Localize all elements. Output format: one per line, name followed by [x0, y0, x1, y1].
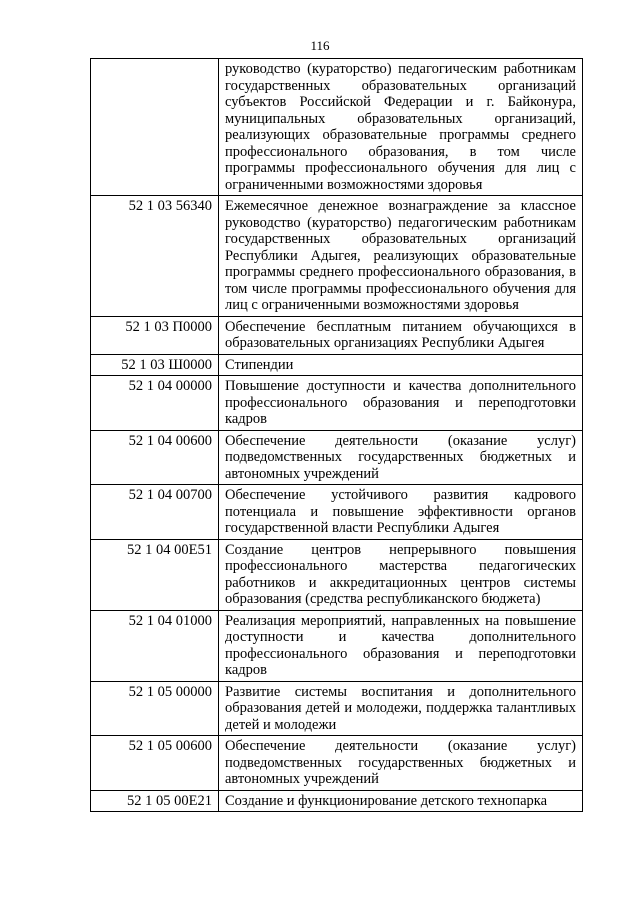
expense-description: Обеспечение деятельности (оказание услуг) подведомственных государственных бюджетных и автономных учреждений	[219, 430, 583, 485]
budget-classification-table	[90, 58, 583, 812]
expense-description: Развитие системы воспитания и дополнительного образования детей и молодежи, поддержка талантливых детей и молодежи	[219, 681, 583, 736]
expense-description: Создание центров непрерывного повышения профессионального мастерства педагогических работников и аккредитационных центров системы образования (средства республиканского бюджета)	[219, 539, 583, 610]
classification-code: 52 1 04 00Е51	[91, 539, 219, 610]
expense-description: Обеспечение бесплатным питанием обучающихся в образовательных организациях Республики Адыгея	[219, 316, 583, 354]
classification-code: 52 1 05 00Е21	[91, 790, 219, 812]
expense-description: Реализация мероприятий, направленных на повышение доступности и качества дополнительного профессионального образования и переподготовки кадров	[219, 610, 583, 681]
table-row	[91, 430, 583, 485]
classification-code: 52 1 04 00600	[91, 430, 219, 485]
expense-description: Ежемесячное денежное вознаграждение за классное руководство (кураторство) педагогическим работникам государственных образовательных организаций Республики Адыгея, реализующих образовательные программы среднего профессионального образования, в том числе программы профессионального обучения для лиц с ограниченными возможностями здоровья	[219, 196, 583, 317]
table-row	[91, 196, 583, 317]
table-row	[91, 681, 583, 736]
table-row	[91, 736, 583, 791]
expense-description: Стипендии	[219, 354, 583, 376]
table-row	[91, 539, 583, 610]
classification-code: 52 1 04 00000	[91, 376, 219, 431]
expense-description: Обеспечение деятельности (оказание услуг) подведомственных государственных бюджетных и автономных учреждений	[219, 736, 583, 791]
table-row	[91, 354, 583, 376]
page-number: 116	[310, 38, 330, 53]
expense-description: руководство (кураторство) педагогическим работникам государственных образовательных организаций субъектов Российской Федерации и г. Байконура, муниципальных образовательных организаций, реализующих образовательные программы среднего профессионального образования, в том числе программы профессионального обучения для лиц с ограниченными возможностями здоровья	[219, 59, 583, 196]
table-row	[91, 376, 583, 431]
classification-code	[91, 59, 219, 196]
table-row	[91, 790, 583, 812]
table-row	[91, 59, 583, 196]
expense-description: Повышение доступности и качества дополнительного профессионального образования и переподготовки кадров	[219, 376, 583, 431]
expense-description: Создание и функционирование детского технопарка	[219, 790, 583, 812]
classification-code: 52 1 04 00700	[91, 485, 219, 540]
table-row	[91, 316, 583, 354]
table-row	[91, 610, 583, 681]
classification-code: 52 1 03 56340	[91, 196, 219, 317]
expense-description: Обеспечение устойчивого развития кадрового потенциала и повышение эффективности органов государственной власти Республики Адыгея	[219, 485, 583, 540]
classification-code: 52 1 05 00000	[91, 681, 219, 736]
classification-code: 52 1 05 00600	[91, 736, 219, 791]
classification-code: 52 1 03 П0000	[91, 316, 219, 354]
table-row	[91, 485, 583, 540]
classification-code: 52 1 03 Ш0000	[91, 354, 219, 376]
classification-code: 52 1 04 01000	[91, 610, 219, 681]
